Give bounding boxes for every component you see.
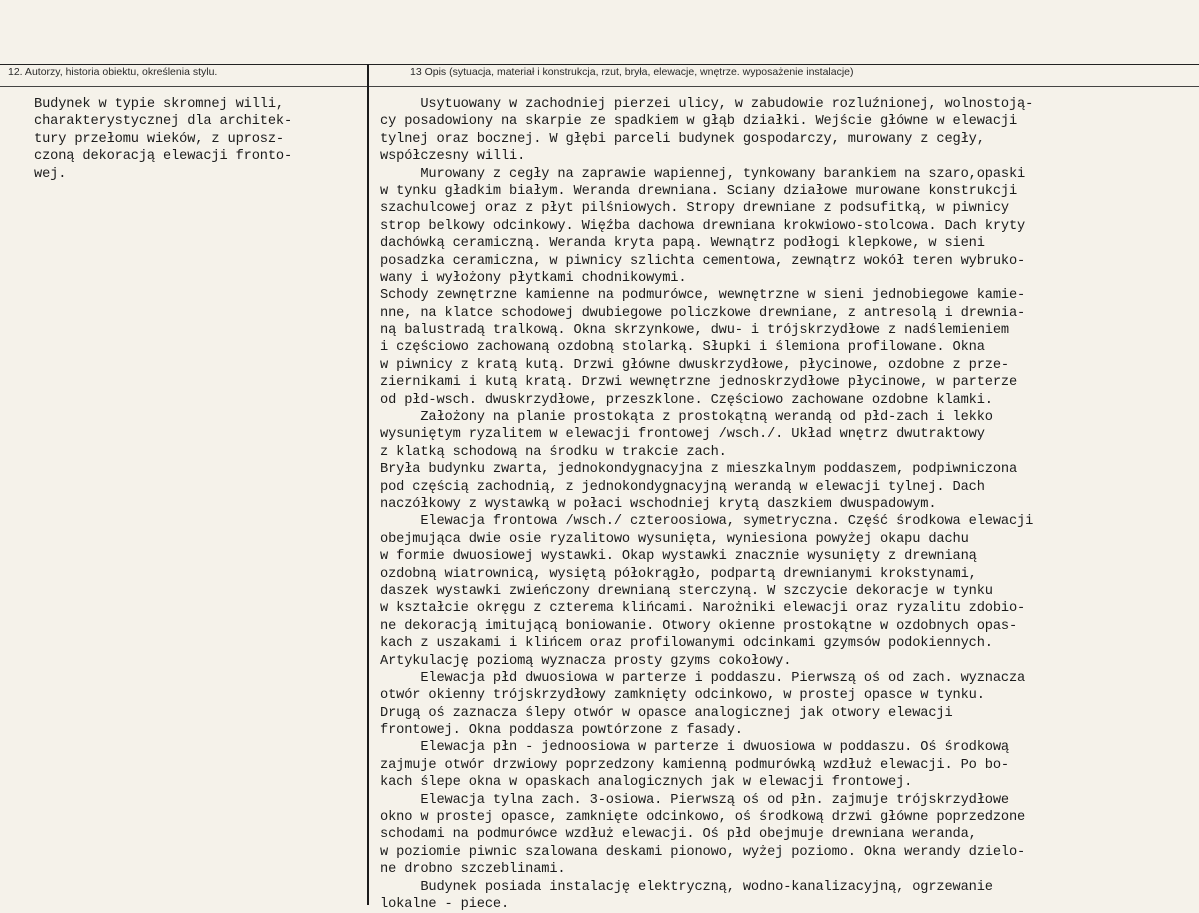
- right-text-line: Drugą oś zaznacza ślepy otwór w opasce analogicznej jak otwory elewacji: [380, 705, 953, 721]
- left-text-line: wej.: [34, 166, 67, 182]
- column-divider: [367, 64, 369, 905]
- header-rule: [0, 86, 1199, 87]
- right-text-line: w poziomie piwnic szalowana deskami pionowo, wyżej poziomo. Okna werandy dzielo-: [380, 844, 1026, 860]
- right-text-line: współczesny willi.: [380, 149, 526, 165]
- right-text-line: Murowany z cegły na zaprawie wapiennej, tynkowany barankiem na szaro,opaski: [380, 166, 1026, 182]
- right-text-line: strop belkowy odcinkowy. Więźba dachowa drewniana krokwiowo-stolcowa. Dach kryty: [380, 218, 1026, 234]
- right-text-line: wany i wyłożony płytkami chodnikowymi.: [380, 270, 687, 286]
- right-text-line: w formie dwuosiowej wystawki. Okap wystawki znacznie wysunięty z drewnianą: [380, 549, 977, 565]
- top-rule: [0, 64, 1199, 65]
- description-text: [380, 96, 1195, 913]
- right-text-line: obejmująca dwie osie ryzalitowo wysunięta, wyniesiona powyżej okapu dachu: [380, 531, 969, 547]
- right-text-line: Bryła budynku zwarta, jednokondygnacyjna z mieszkalnym poddaszem, podpiwniczona: [380, 462, 1018, 478]
- left-text-line: czoną dekoracją elewacji fronto-: [34, 149, 293, 165]
- right-text-line: w piwnicy z kratą kutą. Drzwi główne dwuskrzydłowe, płycinowe, ozdobne z prze-: [380, 357, 1009, 373]
- right-text-line: tylnej oraz bocznej. W głębi parceli budynek gospodarczy, murowany z cegły,: [380, 131, 985, 147]
- right-text-line: wysuniętym ryzalitem w elewacji frontowej /wsch./. Układ wnętrz dwutraktowy: [380, 427, 985, 443]
- right-text-line: Elewacja płn - jednoosiowa w parterze i dwuosiowa w poddaszu. Oś środkową: [380, 740, 1009, 756]
- right-text-line: Elewacja płd dwuosiowa w parterze i poddaszu. Pierwszą oś od zach. wyznacza: [380, 670, 1026, 686]
- right-text-line: posadzka ceramiczna, w piwnicy szlichta cementowa, zewnątrz wokół teren wybruko-: [380, 253, 1026, 269]
- left-text-line: Budynek w typie skromnej willi,: [34, 97, 284, 112]
- right-text-line: kach ślepe okna w opaskach analogicznych jak w elewacji frontowej.: [380, 775, 913, 791]
- right-text-line: schodami na podmurówce wzdłuż elewacji. Oś płd obejmuje drewniana weranda,: [380, 827, 977, 843]
- right-text-line: ne dekoracją imitującą boniowanie. Otwory okienne prostokątne w ozdobnych opas-: [380, 618, 1018, 634]
- right-text-line: ziernikami i kutą kratą. Drzwi wewnętrzne jednoskrzydłowe płycinowe, w parterze: [380, 375, 1018, 391]
- right-text-line: Elewacja tylna zach. 3-osiowa. Pierwszą oś od płn. zajmuje trójskrzydłowe: [380, 792, 1009, 808]
- section-12-header: 12. Autorzy, historia obiektu, określenia stylu.: [8, 66, 218, 78]
- left-text-line: charakterystycznej dla architek-: [34, 114, 293, 130]
- right-text-line: lokalne - piece.: [380, 896, 510, 912]
- authors-history-style-text: [34, 96, 352, 183]
- right-text-line: naczółkowy z wystawką w połaci wschodniej krytą daszkiem dwuspadowym.: [380, 496, 937, 512]
- right-text-line: otwór okienny trójskrzydłowy zamknięty odcinkowo, w prostej opasce w tynku.: [380, 688, 985, 704]
- right-text-line: szachulcowej oraz z płyt pilśniowych. Stropy drewniane z podsufitką, w piwnicy: [380, 201, 1009, 217]
- right-text-line: Elewacja frontowa /wsch./ czteroosiowa, symetryczna. Część środkowa elewacji: [380, 514, 1034, 530]
- right-text-line: zajmuje otwór drzwiowy poprzedzony kamienną podmurówką wzdłuż elewacji. Po bo-: [380, 757, 1009, 773]
- right-text-line: ozdobną wiatrownicą, wysiętą półokrągło, podpartą drewnianymi krokstynami,: [380, 566, 977, 582]
- right-text-line: Założony na planie prostokąta z prostokątną werandą od płd-zach i lekko: [380, 410, 993, 426]
- right-text-line: daszek wystawki zwieńczony drewnianą sterczyną. W szczycie dekoracje w tynku: [380, 583, 993, 599]
- right-text-line: Usytuowany w zachodniej pierzei ulicy, w zabudowie rozluźnionej, wolnostoją-: [380, 97, 1034, 112]
- right-text-line: cy posadowiony na skarpie ze spadkiem w głąb działki. Wejście główne w elewacji: [380, 114, 1018, 130]
- right-text-line: Schody zewnętrzne kamienne na podmurówce, wewnętrzne w sieni jednobiegowe kamie-: [380, 288, 1026, 304]
- right-text-line: ne drobno szczeblinami.: [380, 862, 566, 878]
- right-text-line: Artykulację poziomą wyznacza prosty gzyms cokołowy.: [380, 653, 792, 669]
- right-text-line: nne, na klatce schodowej dwubiegowe policzkowe drewniane, z antresolą i drewnia-: [380, 305, 1026, 321]
- right-text-line: ną balustradą tralkową. Okna skrzynkowe, dwu- i trójskrzydłowe z nadślemieniem: [380, 323, 1009, 339]
- right-text-line: od płd-wsch. dwuskrzydłowe, przeszklone. Częściowo zachowane ozdobne klamki.: [380, 392, 993, 408]
- right-text-line: w tynku gładkim białym. Weranda drewniana. Sciany działowe murowane konstrukcji: [380, 183, 1018, 199]
- right-text-line: okno w prostej opasce, zamknięte odcinkowo, oś środkową drzwi główne poprzedzone: [380, 810, 1026, 826]
- right-text-line: i częściowo zachowaną ozdobną stolarką. Słupki i ślemiona profilowane. Okna: [380, 340, 985, 356]
- right-text-line: dachówką ceramiczną. Weranda kryta papą. Wewnątrz podłogi klepkowe, w sieni: [380, 236, 985, 252]
- right-text-line: w kształcie okręgu z czterema klińcami. Narożniki elewacji oraz ryzalitu zdobio-: [380, 601, 1026, 617]
- section-13-header: 13 Opis (sytuacja, materiał i konstrukcja, rzut, bryła, elewacje, wnętrze. wyposażenie instalacje): [410, 66, 854, 78]
- right-text-line: z klatką schodową na środku w trakcie zach.: [380, 444, 727, 460]
- left-text-line: tury przełomu wieków, z uprosz-: [34, 131, 284, 147]
- right-text-line: pod częścią zachodnią, z jednokondygnacyjną werandą w elewacji tylnej. Dach: [380, 479, 985, 495]
- right-text-line: frontowej. Okna poddasza powtórzone z fasady.: [380, 723, 743, 739]
- right-text-line: Budynek posiada instalację elektryczną, wodno-kanalizacyjną, ogrzewanie: [380, 879, 993, 895]
- right-text-line: kach z uszakami i klińcem oraz profilowanymi odcinkami gzymsów podokiennych.: [380, 636, 993, 652]
